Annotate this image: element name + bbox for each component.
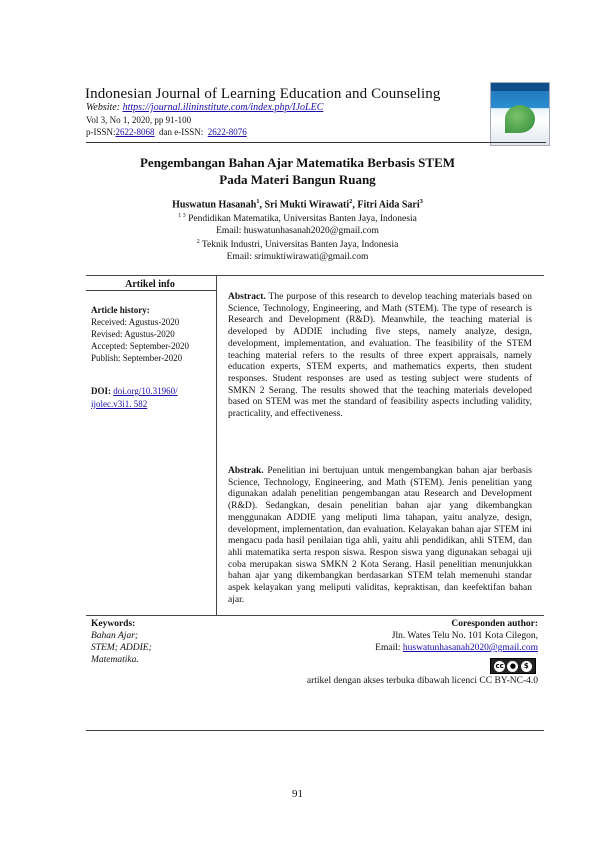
doi-label: DOI: bbox=[91, 386, 114, 396]
cc-license-icon[interactable] bbox=[490, 658, 536, 674]
table-top-rule bbox=[86, 275, 544, 276]
affiliation-email-1: Email: huswatunhasanah2020@gmail.com bbox=[216, 226, 379, 236]
journal-cover-image bbox=[490, 82, 550, 146]
author-name: Fitri Aida Sari bbox=[357, 199, 420, 211]
journal-title: Indonesian Journal of Learning Education and Counseling bbox=[85, 86, 441, 102]
affiliation-sup: 1 3 bbox=[178, 213, 186, 219]
doi bbox=[91, 385, 209, 411]
page-number: 91 bbox=[292, 788, 303, 800]
abstrak-label: Abstrak. bbox=[228, 466, 264, 476]
cc-icon: cc bbox=[495, 661, 504, 670]
history-publish: Publish: September-2020 bbox=[91, 353, 183, 363]
author-sup: 1 bbox=[256, 198, 260, 205]
keywords-title: Keywords: bbox=[91, 619, 136, 629]
affiliation-1 bbox=[0, 213, 595, 224]
affiliation-email-2: Email: srimuktiwirawati@gmail.com bbox=[226, 252, 369, 262]
issn-info bbox=[86, 127, 247, 137]
author-sup: 3 bbox=[419, 198, 423, 205]
info-heading-rule bbox=[86, 290, 216, 291]
author-name: Huswatun Hasanah bbox=[172, 199, 257, 211]
history-received: Received: Agustus-2020 bbox=[91, 317, 180, 327]
email-label: Email: bbox=[375, 643, 403, 653]
affiliation-text: Teknik Industri, Universitas Banten Jaya, Indonesia bbox=[199, 240, 399, 251]
author-name: Sri Mukti Wirawati bbox=[264, 199, 350, 211]
affiliation-text: Pendidikan Matematika, Universitas Banten Jaya, Indonesia bbox=[185, 214, 417, 225]
abstract-english bbox=[228, 292, 532, 421]
history-accepted: Accepted: September-2020 bbox=[91, 341, 190, 351]
abstract-text: The purpose of this research to develop teaching materials based on Science, Technology, Engineering, and Math (STEM). The type of research is Research and Development (R&D). Meanwhile, the teaching material is developed by ADDIE including five steps, namely analyze, design, development, implementation, and evaluation. The feasibility of the STEM teaching material refers to the results of three expert appraisals, namely education experts, STEM experts, and mathematics experts, then student responses. Student responses are used as testing subject were students of SMKN 2 Serang. The results showed that the teaching materials developed based on STEM was met the standard of feasibility aspects including validity, practicality, and effectiveness. bbox=[228, 292, 532, 420]
article-info-heading: Artikel info bbox=[125, 279, 175, 290]
abstract-indonesian bbox=[228, 466, 532, 606]
affiliation-2 bbox=[0, 239, 595, 250]
correspondence-title: Coresponden author: bbox=[451, 619, 538, 629]
abstrak-text: Penelitian ini bertujuan untuk mengembangkan bahan ajar berbasis Science, Technology, Engineering, and Math (STEM). Jenis penelitian yang digunakan adalah penelitian pengembangan atau Research and Development (R&D). Sedangkan, desain penelitian bahan ajar yang dikembangkan menggunakan ADDIE yang meliputi lima tahapan, yaitu analyze, design, development, implementation, dan evaluation. Kelayakan bahan ajar STEM ini mengacu pada hasil penilaian tiga ahli, yaitu ahli pendidikan, ahli STEM, dan ahli matematika serta respon siswa. Respon siswa yang digunakan sebagai uji coba merupakan siswa SMKN 2 Kota Serang. Hasil penelitian menunjukkan bahan ajar yang dikembangkan berdasarkan STEM telah memenuhi standar aspek kelayakan yang meliputi validitas, kepraktisan, dan keefektifan bahan ajar. bbox=[228, 466, 532, 605]
doi-link[interactable]: doi.org/10.31960/ ijolec.v3i1. 582 bbox=[91, 386, 178, 409]
license-text: artikel dengan akses terbuka dibawah licenci CC BY-NC-4.0 bbox=[306, 676, 538, 686]
history-revised: Revised: Agustus-2020 bbox=[91, 329, 175, 339]
e-issn-link[interactable]: 2622-8076 bbox=[207, 127, 247, 137]
volume-info: Vol 3, No 1, 2020, pp 91-100 bbox=[86, 115, 192, 125]
correspondence-address: Jln. Wates Telu No. 101 Kota Cilegon, bbox=[391, 631, 538, 641]
correspondence-email bbox=[270, 643, 538, 653]
correspondence-email-link[interactable]: huswatunhasanah2020@gmail.com bbox=[402, 643, 538, 653]
header-divider bbox=[86, 142, 546, 143]
keyword-line: STEM; ADDIE; bbox=[91, 643, 152, 653]
issn-prefix: p-ISSN: bbox=[86, 127, 116, 137]
website-link[interactable]: https://journal.ilininstitute.com/index.php/IJoLEC bbox=[122, 102, 324, 113]
column-divider bbox=[216, 275, 217, 615]
journal-website bbox=[86, 102, 323, 113]
p-issn-link[interactable]: 2622-8068 bbox=[115, 127, 155, 137]
keyword-line: Matematika. bbox=[91, 655, 139, 665]
abstract-label: Abstract. bbox=[228, 292, 266, 302]
website-label: Website: bbox=[86, 102, 123, 113]
table-bottom-rule bbox=[86, 730, 544, 731]
nc-icon: $ bbox=[521, 661, 532, 672]
keyword-line: Bahan Ajar; bbox=[91, 631, 139, 641]
author-sup: 2 bbox=[349, 198, 353, 205]
table-mid-rule bbox=[86, 615, 544, 616]
affiliation-sup: 2 bbox=[196, 239, 200, 245]
paper-title-line-2: Pada Materi Bangun Ruang bbox=[219, 172, 376, 187]
by-icon: ● bbox=[507, 661, 518, 672]
article-history-title: Article history: bbox=[91, 305, 150, 315]
paper-title-line-1: Pengembangan Bahan Ajar Matematika Berbasis STEM bbox=[139, 155, 456, 170]
issn-mid: dan e-ISSN: bbox=[154, 127, 208, 137]
author-list: Huswatun Hasanah$^1$, Sri Mukti Wirawati$^2$, Fitri Aida Sari$^3$ bbox=[172, 198, 423, 211]
